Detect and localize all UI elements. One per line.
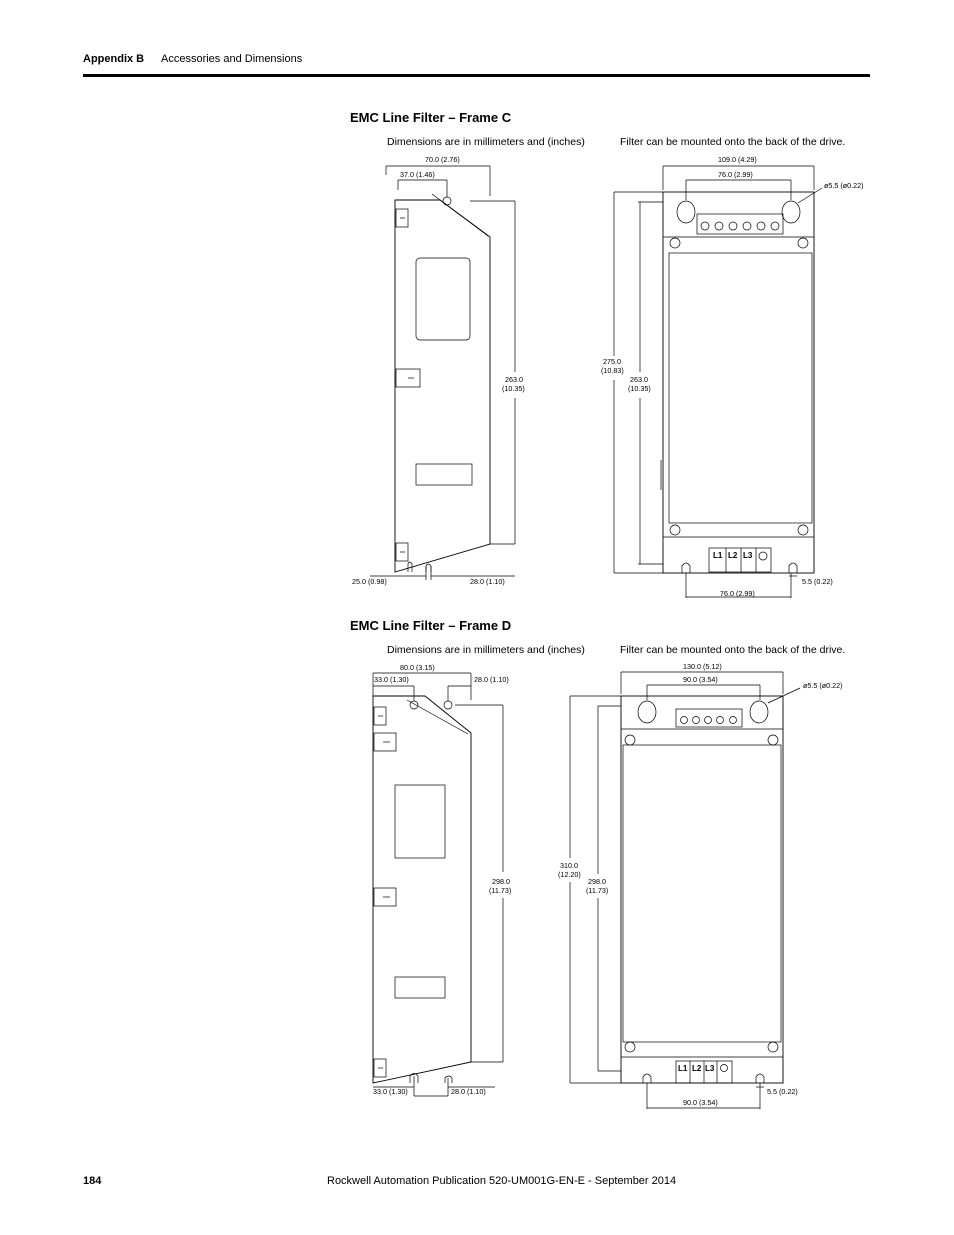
d-front-outer-height-1: 310.0 xyxy=(560,861,578,870)
c-terminal-l3: L3 xyxy=(743,551,753,560)
d-side-top-right-label: 28.0 (1.10) xyxy=(474,675,509,684)
c-front-hole-spacing-label: 76.0 (2.99) xyxy=(718,170,753,179)
d-terminal-l2: L2 xyxy=(692,1064,702,1073)
d-front-width-label: 130.0 (5.12) xyxy=(683,662,722,671)
c-side-width-label: 70.0 (2.76) xyxy=(425,155,460,164)
c-side-bottom-right-label: 28.0 (1.10) xyxy=(470,577,505,586)
c-front-width-label: 109.0 (4.29) xyxy=(718,155,757,164)
c-front-bottom-spacing-label: 76.0 (2.99) xyxy=(720,589,755,598)
d-side-height-label-2: (11.73) xyxy=(489,886,512,895)
c-terminal-l1: L1 xyxy=(713,551,723,560)
frame-d-mount-note: Filter can be mounted onto the back of the drive. xyxy=(620,644,846,656)
c-front-outer-height-2: (10.83) xyxy=(601,366,624,375)
d-terminal-l3: L3 xyxy=(705,1064,715,1073)
d-side-width-label: 80.0 (3.15) xyxy=(400,663,435,672)
c-side-hole-offset-label: 37.0 (1.46) xyxy=(400,170,435,179)
page-number: 184 xyxy=(83,1175,102,1187)
frame-c-mount-note: Filter can be mounted onto the back of the drive. xyxy=(620,136,846,148)
frame-d-side-view xyxy=(373,673,503,1096)
d-side-bottom-left-label: 33.0 (1.30) xyxy=(373,1087,408,1096)
c-front-inner-height-1: 263.0 xyxy=(630,375,648,384)
frame-c-title: EMC Line Filter – Frame C xyxy=(350,110,512,125)
frame-c-units-note: Dimensions are in millimeters and (inches) xyxy=(387,136,585,148)
c-front-hole-dia-label: ø5.5 (ø0.22) xyxy=(824,181,864,190)
frame-d-title: EMC Line Filter – Frame D xyxy=(350,618,512,633)
c-front-slot-label: 5.5 (0.22) xyxy=(802,577,833,586)
d-front-slot-label: 5.5 (0.22) xyxy=(767,1087,798,1096)
publication-info: Rockwell Automation Publication 520-UM001G-EN-E - September 2014 xyxy=(327,1175,677,1187)
chapter-title: Accessories and Dimensions xyxy=(161,53,303,65)
c-front-inner-height-2: (10.35) xyxy=(628,384,651,393)
c-side-bottom-left-label: 25.0 (0.98) xyxy=(352,577,387,586)
d-front-inner-height-1: 298.0 xyxy=(588,877,606,886)
frame-c-side-view xyxy=(370,166,515,580)
d-front-hole-dia-label: ø5.5 (ø0.22) xyxy=(803,681,843,690)
d-front-outer-height-2: (12.20) xyxy=(558,870,581,879)
d-front-hole-spacing-label: 90.0 (3.54) xyxy=(683,675,718,684)
c-side-height-label-1: 263.0 xyxy=(505,375,523,384)
d-front-inner-height-2: (11.73) xyxy=(586,886,609,895)
d-front-bottom-spacing-label: 90.0 (3.54) xyxy=(683,1098,718,1107)
d-side-top-left-label: 33.0 (1.30) xyxy=(374,675,409,684)
d-terminal-l1: L1 xyxy=(678,1064,688,1073)
c-side-height-label-2: (10.35) xyxy=(502,384,525,393)
appendix-label: Appendix B xyxy=(83,53,145,65)
c-front-outer-height-1: 275.0 xyxy=(603,357,621,366)
d-side-bottom-right-label: 28.0 (1.10) xyxy=(451,1087,486,1096)
d-side-height-label-1: 298.0 xyxy=(492,877,510,886)
frame-d-units-note: Dimensions are in millimeters and (inches) xyxy=(387,644,585,656)
c-terminal-l2: L2 xyxy=(728,551,738,560)
